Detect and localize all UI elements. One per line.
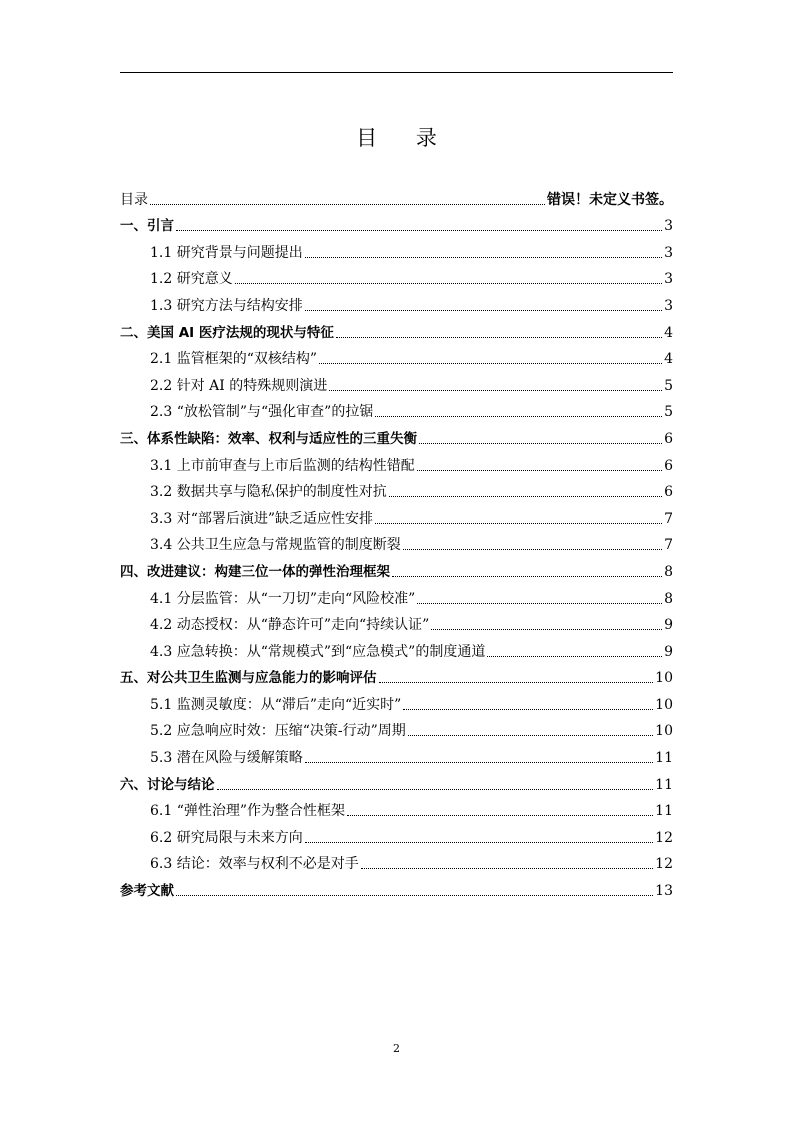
toc-entry-page: 错误！未定义书签。 — [547, 191, 673, 208]
toc-entry-page: 3 — [664, 244, 673, 261]
toc-entry-label: 4.1 分层监管：从“一刀切”走向“风险校准” — [150, 590, 416, 607]
toc-entry[interactable] — [120, 740, 673, 767]
toc-entry-page: 10 — [655, 723, 673, 740]
toc-entry-page: 12 — [655, 829, 673, 846]
toc-dot-leader — [347, 815, 653, 816]
toc-entry[interactable] — [120, 794, 673, 821]
toc-dot-leader — [336, 337, 662, 338]
toc-dot-leader — [408, 735, 653, 736]
toc-entry-page: 5 — [664, 377, 673, 394]
toc-entry-page: 3 — [664, 218, 673, 235]
toc-entry[interactable] — [120, 342, 673, 369]
toc-entry-label: 3.1 上市前审查与上市后监测的结构性错配 — [150, 457, 415, 474]
toc-entry-label: 6.1 “弹性治理”作为整合性框架 — [150, 803, 346, 820]
page-title: 目 录 — [356, 126, 453, 150]
toc-entry-page: 6 — [664, 457, 673, 474]
toc-entry-label: 三、体系性缺陷：效率、权利与适应性的三重失衡 — [120, 430, 417, 447]
toc-dot-leader — [431, 629, 662, 630]
toc-dot-leader — [392, 576, 662, 577]
toc-entry-page: 3 — [664, 297, 673, 314]
toc-entry-label: 2.1 监管框架的“双核结构” — [150, 351, 318, 368]
toc-dot-leader — [361, 868, 653, 869]
toc-dot-leader — [305, 762, 653, 763]
toc-entry[interactable] — [120, 554, 673, 581]
toc-entry[interactable] — [120, 262, 673, 289]
toc-entry[interactable] — [120, 395, 673, 422]
toc-entry-label: 4.3 应急转换：从“常规模式”到“应急模式”的制度通道 — [150, 643, 486, 660]
toc-dot-leader — [150, 204, 545, 205]
toc-entry-label: 五、对公共卫生监测与应急能力的影响评估 — [120, 670, 377, 687]
toc-entry-label: 一、引言 — [120, 218, 174, 235]
toc-entry-label: 3.4 公共卫生应急与常规监管的制度断裂 — [150, 537, 401, 554]
toc-dot-leader — [305, 257, 662, 258]
header-rule — [120, 72, 673, 73]
toc-dot-leader — [403, 549, 662, 550]
toc-entry-label: 二、美国 AI 医疗法规的现状与特征 — [120, 324, 334, 341]
toc-entry-label: 参考文献 — [120, 883, 174, 900]
toc-entry-label: 1.1 研究背景与问题提出 — [150, 244, 303, 261]
toc-dot-leader — [375, 523, 662, 524]
toc-entry[interactable] — [120, 501, 673, 528]
toc-entry[interactable] — [120, 687, 673, 714]
toc-dot-leader — [305, 310, 662, 311]
toc-entry-page: 11 — [655, 776, 673, 793]
toc-entry-label: 5.1 监测灵敏度：从“滞后”走向“近实时” — [150, 696, 402, 713]
toc-entry[interactable] — [120, 528, 673, 555]
toc-entry-label: 5.2 应急响应时效：压缩“决策-行动”周期 — [150, 723, 406, 740]
toc-entry[interactable] — [120, 873, 673, 900]
toc-entry-label: 2.3 “放松管制”与“强化审查”的拉锯 — [150, 404, 374, 421]
toc-entry[interactable] — [120, 847, 673, 874]
toc-entry-page: 5 — [664, 404, 673, 421]
toc-entry-page: 10 — [655, 696, 673, 713]
toc-dot-leader — [217, 789, 654, 790]
toc-dot-leader — [389, 496, 662, 497]
toc-entry-label: 6.2 研究局限与未来方向 — [150, 829, 303, 846]
toc-entry-label: 3.3 对“部署后演进”缺乏适应性安排 — [150, 510, 374, 527]
toc-entry-page: 11 — [655, 750, 673, 767]
toc-entry[interactable] — [120, 767, 673, 794]
toc-entry[interactable] — [120, 448, 673, 475]
toc-dot-leader — [417, 603, 662, 604]
toc-entry-page: 6 — [664, 484, 673, 501]
toc-entry[interactable] — [120, 634, 673, 661]
toc-entry-page: 7 — [664, 537, 673, 554]
toc-entry[interactable] — [120, 209, 673, 236]
toc-entry-label: 5.3 潜在风险与缓解策略 — [150, 750, 303, 767]
toc-entry[interactable] — [120, 581, 673, 608]
toc-entry-label: 1.2 研究意义 — [150, 271, 233, 288]
toc-entry-label: 1.3 研究方法与结构安排 — [150, 297, 303, 314]
toc-entry-page: 10 — [655, 670, 673, 687]
toc-entry[interactable] — [120, 315, 673, 342]
toc-entry-page: 7 — [664, 510, 673, 527]
toc-dot-leader — [176, 895, 653, 896]
toc-dot-leader — [329, 390, 662, 391]
toc-entry-page: 3 — [664, 271, 673, 288]
toc-dot-leader — [403, 709, 653, 710]
toc-entry-page: 11 — [655, 803, 673, 820]
toc-dot-leader — [319, 363, 662, 364]
toc-entry[interactable] — [120, 288, 673, 315]
toc-entry-label: 目录 — [120, 191, 148, 208]
toc-entry-page: 12 — [655, 856, 673, 873]
toc-entry[interactable] — [120, 608, 673, 635]
toc-entry-label: 3.2 数据共享与隐私保护的制度性对抗 — [150, 484, 387, 501]
toc-dot-leader — [417, 470, 662, 471]
toc-dot-leader — [375, 416, 662, 417]
toc-entry-label: 四、改进建议：构建三位一体的弹性治理框架 — [120, 563, 390, 580]
toc-entry[interactable] — [120, 661, 673, 688]
table-of-contents — [120, 182, 673, 900]
toc-entry-page: 4 — [664, 324, 673, 341]
toc-entry[interactable] — [120, 421, 673, 448]
toc-entry-label: 6.3 结论：效率与权利不必是对手 — [150, 856, 359, 873]
toc-entry[interactable] — [120, 475, 673, 502]
toc-entry-page: 9 — [664, 617, 673, 634]
toc-entry-page: 6 — [664, 430, 673, 447]
toc-dot-leader — [487, 656, 662, 657]
toc-entry-page: 8 — [664, 590, 673, 607]
toc-dot-leader — [419, 443, 662, 444]
toc-dot-leader — [379, 682, 654, 683]
toc-entry-page: 13 — [655, 883, 673, 900]
toc-entry-label: 2.2 针对 AI 的特殊规则演进 — [150, 377, 328, 394]
toc-entry[interactable] — [120, 714, 673, 741]
footer-page-number: 2 — [393, 1042, 400, 1055]
toc-entry[interactable] — [120, 820, 673, 847]
toc-entry-page: 9 — [664, 643, 673, 660]
toc-entry-page: 8 — [664, 563, 673, 580]
toc-dot-leader — [176, 230, 662, 231]
toc-entry[interactable] — [120, 182, 673, 209]
toc-entry-page: 4 — [664, 351, 673, 368]
toc-entry[interactable] — [120, 235, 673, 262]
toc-entry[interactable] — [120, 368, 673, 395]
toc-dot-leader — [235, 283, 662, 284]
toc-entry-label: 六、讨论与结论 — [120, 776, 215, 793]
toc-entry-label: 4.2 动态授权：从“静态许可”走向“持续认证” — [150, 617, 430, 634]
toc-dot-leader — [305, 842, 653, 843]
